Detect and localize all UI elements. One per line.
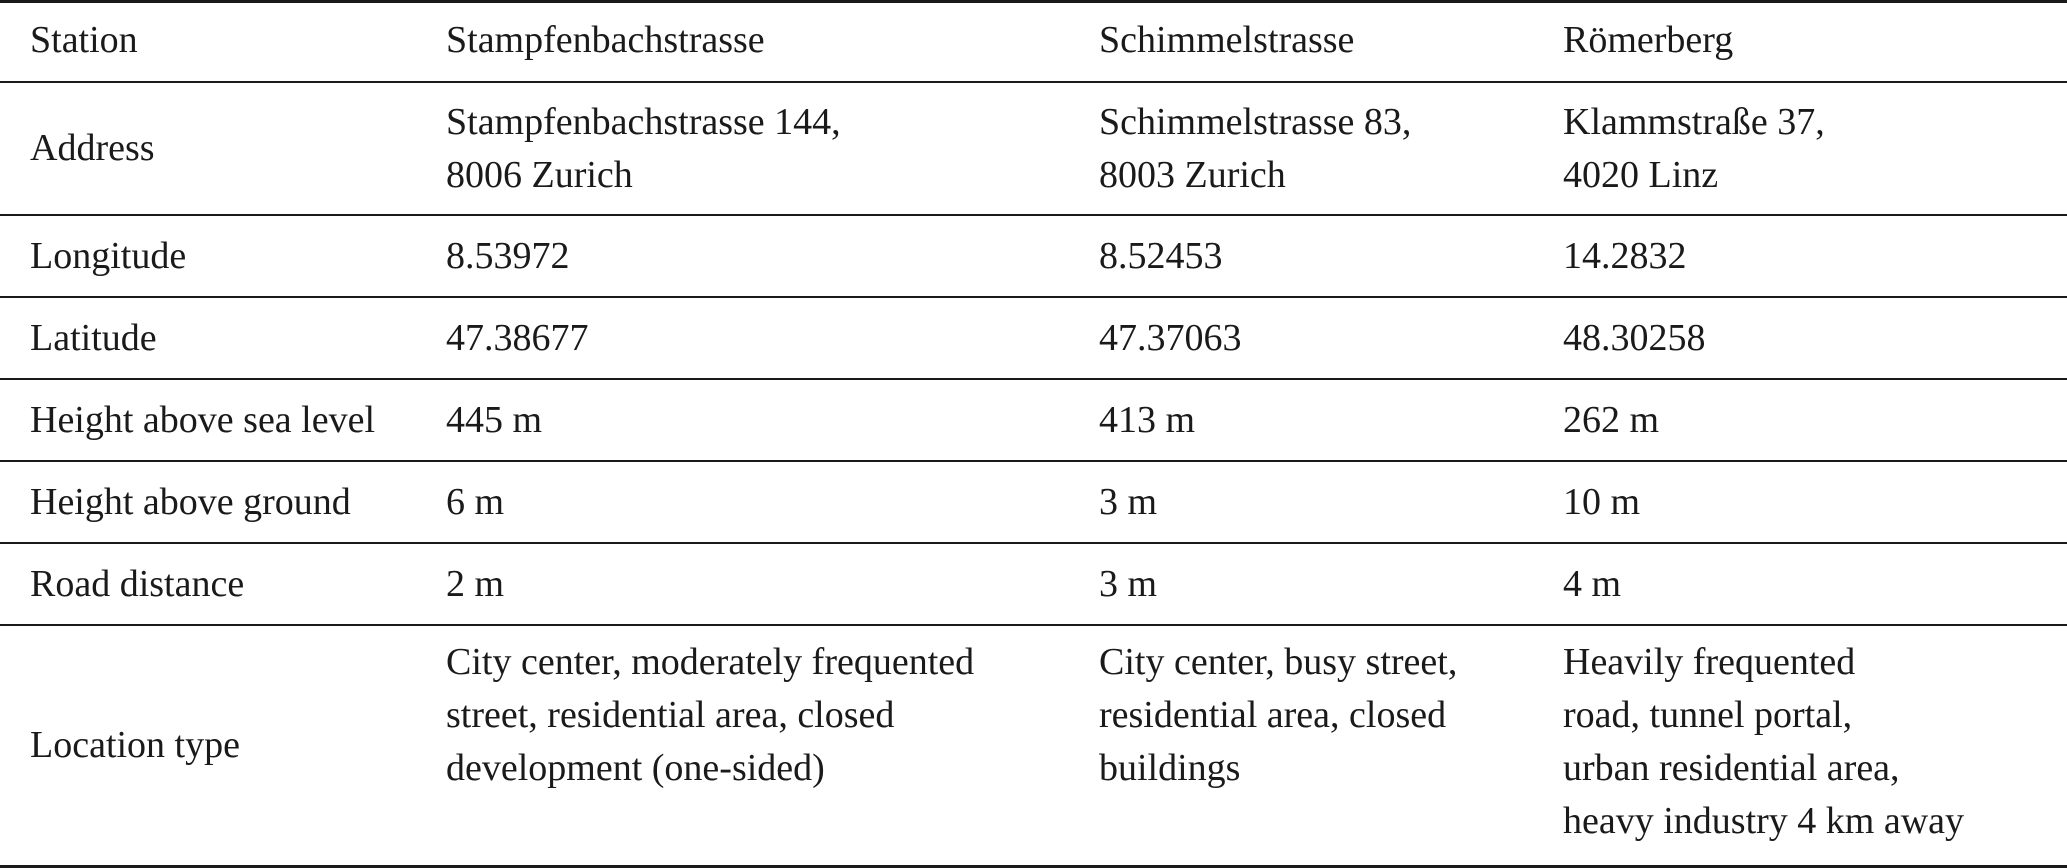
row-label: Height above ground <box>30 480 351 523</box>
table-cell: 14.2832 <box>1563 234 1687 277</box>
table-row-address <box>0 82 2067 215</box>
header-station-2: Schimmelstrasse <box>1099 19 1355 61</box>
cell-line: 8006 Zurich <box>446 153 633 196</box>
cell-line: 8003 Zurich <box>1099 153 1286 196</box>
table-cell: 262 m <box>1563 398 1660 441</box>
row-label: Road distance <box>30 562 245 605</box>
cell-line: City center, moderately frequented <box>446 641 975 683</box>
row-label: Height above sea level <box>30 398 376 441</box>
cell-line: residential area, closed <box>1099 694 1447 736</box>
table-cell: 2 m <box>446 562 505 605</box>
table-row-height-above-ground <box>0 461 2067 543</box>
table-cell: 10 m <box>1563 480 1641 523</box>
cell-line: Stampfenbachstrasse 144, <box>446 100 841 143</box>
table-cell <box>446 625 1099 867</box>
table-cell: 4 m <box>1563 562 1622 605</box>
table-cell <box>446 82 1099 215</box>
table-row-longitude <box>0 215 2067 297</box>
cell-line: road, tunnel portal, <box>1563 694 1853 736</box>
cell-line: City center, busy street, <box>1099 641 1458 683</box>
table-cell: 3 m <box>1099 480 1158 523</box>
header-station-3: Römerberg <box>1563 19 1734 61</box>
table-row-location-type <box>0 625 2067 867</box>
row-label: Latitude <box>30 316 157 359</box>
table-cell: 47.37063 <box>1099 316 1242 359</box>
row-label: Longitude <box>30 234 187 277</box>
table-cell: 8.52453 <box>1099 234 1223 277</box>
cell-line: Heavily frequented <box>1563 641 1856 683</box>
table-cell: 3 m <box>1099 562 1158 605</box>
table-cell: 47.38677 <box>446 316 589 359</box>
table-cell <box>1099 82 1563 215</box>
table-top-rule <box>0 0 2067 3</box>
cell-line: development (one-sided) <box>446 747 825 789</box>
row-label: Location type <box>30 724 240 766</box>
row-label: Address <box>30 127 155 169</box>
table-header-row <box>0 0 2067 82</box>
table-cell: 6 m <box>446 480 505 523</box>
table-cell <box>1563 82 2067 215</box>
header-station-1: Stampfenbachstrasse <box>446 19 765 61</box>
cell-line: street, residential area, closed <box>446 694 895 736</box>
table-row-height-above-sea-level <box>0 379 2067 461</box>
cell-line: 4020 Linz <box>1563 153 1719 196</box>
cell-line: Klammstraße 37, <box>1563 100 1825 143</box>
table-row-latitude <box>0 297 2067 379</box>
cell-line: Schimmelstrasse 83, <box>1099 100 1412 143</box>
table-cell <box>1563 625 2067 867</box>
table-cell: 445 m <box>446 398 543 441</box>
header-label: Station <box>30 19 138 61</box>
table-cell: 48.30258 <box>1563 316 1706 359</box>
table-cell: 413 m <box>1099 398 1196 441</box>
cell-line: heavy industry 4 km away <box>1563 800 1965 842</box>
table-cell <box>1099 625 1563 867</box>
cell-line: urban residential area, <box>1563 747 1900 789</box>
table-cell: 8.53972 <box>446 234 570 277</box>
cell-line: buildings <box>1099 747 1241 789</box>
table-row-road-distance <box>0 543 2067 625</box>
